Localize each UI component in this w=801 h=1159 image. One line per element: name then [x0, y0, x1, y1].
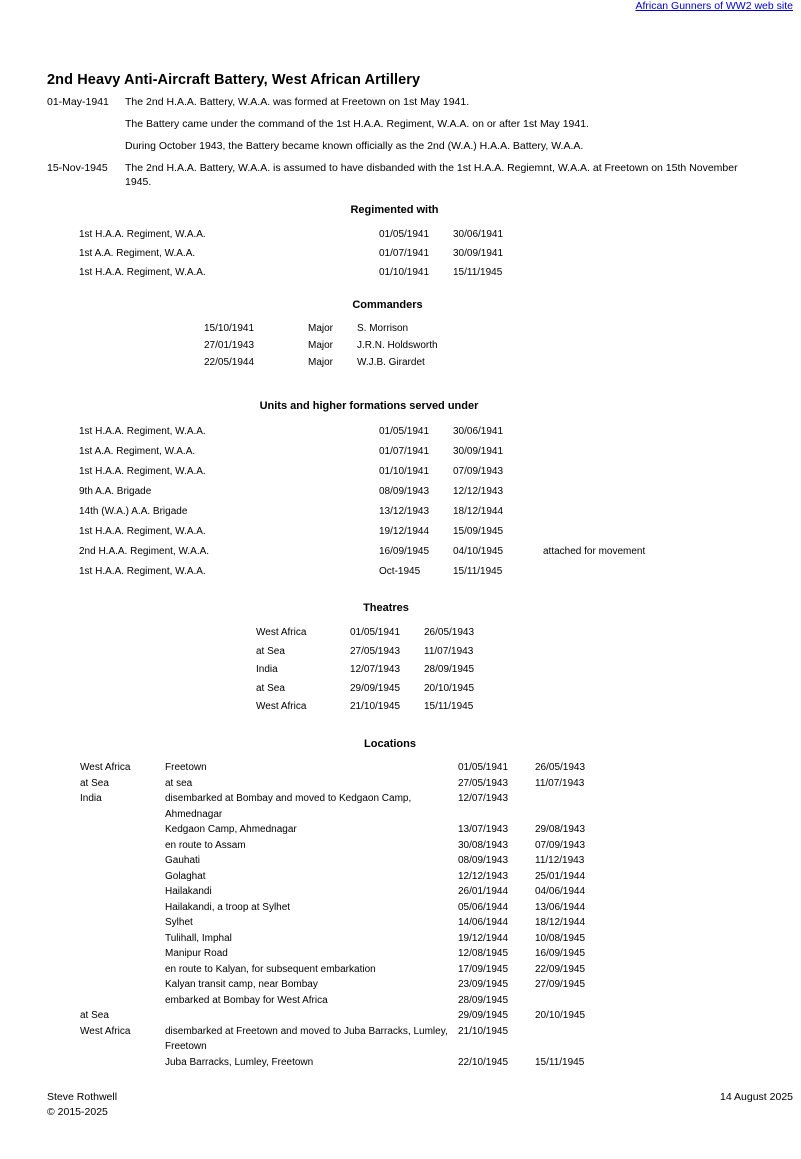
- location-theatre: at Sea: [80, 1010, 109, 1021]
- commander-rank: Major: [308, 340, 334, 351]
- unit-served-under-row: [79, 502, 801, 522]
- unit-served-under-row: [79, 422, 801, 442]
- location-row: [80, 776, 801, 792]
- history-entry-date: 15-Nov-1945: [47, 162, 108, 174]
- theatre-row: [256, 661, 801, 680]
- location-from-date: 08/09/1943: [458, 855, 509, 866]
- history-entry-note: During October 1943, the Battery became known officially as the 2nd (W.A.) H.A.A. Battery, W.A.A.: [125, 140, 584, 152]
- top-bar: [0, 0, 801, 16]
- commander-rank: Major: [308, 323, 334, 334]
- location-place: Kalyan transit camp, near Bombay: [165, 979, 318, 990]
- history-entry-text: The 2nd H.A.A. Battery, W.A.A. is assumed to have disbanded with the 1st H.A.A. Regiemnt, W.A.A. at Freetown on 15th November 1945.: [125, 162, 738, 188]
- theatre-from-date: 01/05/1941: [350, 627, 401, 638]
- footer-copyright: © 2015-2025: [47, 1106, 108, 1118]
- location-from-date: 17/09/1945: [458, 963, 509, 975]
- location-place: en route to Kalyan, for subsequent embarkation: [165, 963, 376, 975]
- unit-to-date: 12/12/1943: [453, 486, 504, 497]
- location-from-date: 12/08/1945: [458, 948, 509, 959]
- theatre-from-date: 21/10/1945: [350, 701, 401, 713]
- commanders-heading: Commanders: [352, 299, 423, 311]
- theatre-to-date: 26/05/1943: [424, 627, 475, 638]
- regimented-with-section: [0, 204, 801, 282]
- unit-formation-name: 2nd H.A.A. Regiment, W.A.A.: [79, 546, 210, 557]
- units-served-under-section: [0, 400, 801, 582]
- location-place: Tulihall, Imphal: [165, 932, 232, 944]
- location-to-date: 04/06/1944: [535, 886, 586, 897]
- location-place: disembarked at Bombay and moved to Kedgaon Camp, Ahmednagar: [165, 793, 412, 820]
- theatres-heading: Theatres: [363, 602, 409, 614]
- location-to-date: 15/11/1945: [535, 1056, 585, 1068]
- location-from-date: 28/09/1945: [458, 994, 509, 1006]
- location-to-date: 16/09/1945: [535, 948, 586, 959]
- unit-from-date: 01/10/1941: [379, 466, 430, 477]
- regimented-from-date: 01/10/1941: [379, 267, 430, 278]
- history-entry-text: The 2nd H.A.A. Battery, W.A.A. was formed at Freetown on 1st May 1941.: [125, 96, 470, 108]
- location-to-date: 07/09/1943: [535, 839, 586, 851]
- commander-start-date: 27/01/1943: [204, 340, 255, 351]
- location-to-date: 25/01/1944: [535, 870, 586, 882]
- footer-date: 14 August 2025: [720, 1091, 793, 1103]
- theatre-name: West Africa: [256, 627, 307, 638]
- regimented-to-date: 15/11/1945: [453, 267, 503, 278]
- location-row: [80, 760, 801, 776]
- commander-start-date: 15/10/1941: [204, 323, 255, 334]
- location-from-date: 22/10/1945: [458, 1056, 509, 1068]
- location-row: [80, 915, 801, 931]
- unit-formation-name: 1st H.A.A. Regiment, W.A.A.: [79, 466, 206, 477]
- location-to-date: 11/12/1943: [535, 855, 585, 866]
- commander-name: W.J.B. Girardet: [357, 357, 425, 368]
- footer-author: Steve Rothwell: [47, 1091, 118, 1103]
- theatre-row: [256, 680, 801, 699]
- location-row: [80, 962, 801, 978]
- location-row: [80, 853, 801, 869]
- african-gunners-website-link[interactable]: African Gunners of WW2 web site: [635, 0, 793, 12]
- location-place: at sea: [165, 777, 193, 789]
- theatre-to-date: 11/07/1943: [424, 645, 474, 657]
- location-theatre: India: [80, 793, 102, 804]
- commander-row: [204, 354, 801, 371]
- location-to-date: 13/06/1944: [535, 901, 586, 913]
- location-place: Kedgaon Camp, Ahmednagar: [165, 824, 297, 835]
- location-from-date: 26/01/1944: [458, 886, 509, 897]
- unit-served-under-row: [79, 442, 801, 462]
- unit-served-under-row: [79, 542, 801, 562]
- location-from-date: 19/12/1944: [458, 932, 509, 944]
- location-to-date: 22/09/1945: [535, 963, 586, 975]
- commander-name: J.R.N. Holdsworth: [357, 340, 438, 351]
- location-place: Hailakandi: [165, 886, 212, 897]
- theatre-to-date: 15/11/1945: [424, 701, 474, 713]
- location-to-date: 11/07/1943: [535, 777, 585, 789]
- location-from-date: 27/05/1943: [458, 777, 509, 789]
- theatre-row: [256, 643, 801, 662]
- units-served-under-heading: Units and higher formations served under: [259, 400, 479, 412]
- location-from-date: 12/07/1943: [458, 793, 509, 804]
- location-place: disembarked at Freetown and moved to Juba Barracks, Lumley, Freetown: [165, 1025, 448, 1052]
- location-place: Hailakandi, a troop at Sylhet: [165, 901, 291, 913]
- location-row: [80, 791, 801, 822]
- unit-from-date: 01/05/1941: [379, 426, 430, 437]
- unit-formation-name: 1st H.A.A. Regiment, W.A.A.: [79, 526, 206, 537]
- unit-from-date: 16/09/1945: [379, 546, 430, 557]
- location-to-date: 29/08/1943: [535, 824, 586, 835]
- location-row: [80, 1008, 801, 1024]
- location-theatre: at Sea: [80, 777, 109, 789]
- location-row: [80, 900, 801, 916]
- location-place: Freetown: [165, 762, 207, 773]
- location-place: embarked at Bombay for West Africa: [165, 994, 328, 1006]
- theatre-from-date: 27/05/1943: [350, 645, 401, 657]
- location-row: [80, 838, 801, 854]
- history-entry-date: 01-May-1941: [47, 96, 109, 108]
- regimented-from-date: 01/07/1941: [379, 248, 430, 259]
- location-from-date: 23/09/1945: [458, 979, 509, 990]
- theatre-name: at Sea: [256, 645, 285, 657]
- history-entry: [47, 95, 762, 109]
- location-from-date: 05/06/1944: [458, 901, 509, 913]
- location-row: [80, 993, 801, 1009]
- locations-rows: [0, 760, 801, 1070]
- location-to-date: 18/12/1944: [535, 917, 586, 928]
- theatre-name: at Sea: [256, 682, 285, 694]
- unit-from-date: 01/07/1941: [379, 446, 430, 457]
- theatre-name: West Africa: [256, 701, 307, 713]
- unit-to-date: 15/09/1945: [453, 526, 504, 537]
- unit-to-date: 15/11/1945: [453, 566, 503, 577]
- location-row: [80, 931, 801, 947]
- unit-from-date: 08/09/1943: [379, 486, 430, 497]
- commanders-section: [0, 299, 801, 371]
- unit-to-date: 18/12/1944: [453, 506, 504, 517]
- location-to-date: 27/09/1945: [535, 979, 586, 990]
- location-from-date: 13/07/1943: [458, 824, 509, 835]
- location-row: [80, 869, 801, 885]
- regimented-from-date: 01/05/1941: [379, 229, 430, 240]
- theatre-from-date: 12/07/1943: [350, 664, 401, 676]
- locations-section: [0, 738, 801, 1070]
- unit-formation-name: 1st H.A.A. Regiment, W.A.A.: [79, 426, 206, 437]
- location-from-date: 30/08/1943: [458, 839, 509, 851]
- unit-served-under-row: [79, 482, 801, 502]
- regimented-with-row: [79, 244, 801, 263]
- units-served-under-rows: [0, 422, 801, 582]
- regimented-with-heading: Regimented with: [350, 204, 439, 216]
- locations-heading: Locations: [364, 738, 416, 750]
- location-from-date: 01/05/1941: [458, 762, 509, 773]
- commanders-rows: [0, 320, 801, 371]
- theatre-row: [256, 624, 801, 643]
- location-row: [80, 977, 801, 993]
- history-entry: [47, 161, 762, 189]
- unit-to-date: 04/10/1945: [453, 546, 504, 557]
- theatres-rows: [0, 624, 801, 717]
- location-row: [80, 946, 801, 962]
- unit-served-under-row: [79, 522, 801, 542]
- location-from-date: 29/09/1945: [458, 1010, 509, 1021]
- location-from-date: 12/12/1943: [458, 870, 509, 882]
- unit-served-under-row: [79, 462, 801, 482]
- unit-to-date: 30/06/1941: [453, 426, 504, 437]
- theatres-section: [0, 602, 801, 717]
- location-place: Sylhet: [165, 917, 193, 928]
- history-entry-note: The Battery came under the command of the 1st H.A.A. Regiment, W.A.A. on or after 1st May 1941.: [125, 118, 589, 130]
- location-place: Manipur Road: [165, 948, 228, 959]
- location-theatre: West Africa: [80, 1025, 131, 1037]
- regimented-with-row: [79, 225, 801, 244]
- commander-name: S. Morrison: [357, 323, 409, 334]
- location-row: [80, 1024, 801, 1055]
- page-footer: [47, 1090, 793, 1120]
- unit-from-date: 19/12/1944: [379, 526, 430, 537]
- location-from-date: 14/06/1944: [458, 917, 509, 928]
- unit-served-under-row: [79, 562, 801, 582]
- commander-row: [204, 320, 801, 337]
- location-to-date: 20/10/1945: [535, 1010, 586, 1021]
- unit-formation-name: 1st H.A.A. Regiment, W.A.A.: [79, 566, 206, 577]
- theatre-from-date: 29/09/1945: [350, 682, 401, 694]
- theatre-to-date: 20/10/1945: [424, 682, 475, 694]
- commander-rank: Major: [308, 357, 334, 368]
- regimented-unit-name: 1st A.A. Regiment, W.A.A.: [79, 248, 196, 259]
- regimented-to-date: 30/06/1941: [453, 229, 504, 240]
- regimented-unit-name: 1st H.A.A. Regiment, W.A.A.: [79, 267, 206, 278]
- location-place: Golaghat: [165, 870, 206, 882]
- regimented-to-date: 30/09/1941: [453, 248, 504, 259]
- location-place: Juba Barracks, Lumley, Freetown: [165, 1056, 314, 1068]
- theatre-to-date: 28/09/1945: [424, 664, 475, 676]
- commander-start-date: 22/05/1944: [204, 357, 255, 368]
- location-from-date: 21/10/1945: [458, 1025, 509, 1037]
- unit-formation-name: 1st A.A. Regiment, W.A.A.: [79, 446, 196, 457]
- location-row: [80, 884, 801, 900]
- regimented-with-rows: [0, 225, 801, 282]
- unit-formation-name: 9th A.A. Brigade: [79, 486, 152, 497]
- commander-row: [204, 337, 801, 354]
- unit-from-date: Oct-1945: [379, 566, 421, 577]
- location-theatre: West Africa: [80, 762, 131, 773]
- location-place: en route to Assam: [165, 839, 246, 851]
- unit-note: attached for movement: [543, 546, 646, 557]
- location-place: Gauhati: [165, 855, 201, 866]
- unit-from-date: 13/12/1943: [379, 506, 430, 517]
- page-title: 2nd Heavy Anti-Aircraft Battery, West African Artillery: [47, 71, 421, 88]
- history-section: [47, 95, 762, 197]
- theatre-name: India: [256, 664, 278, 676]
- regimented-unit-name: 1st H.A.A. Regiment, W.A.A.: [79, 229, 206, 240]
- location-to-date: 26/05/1943: [535, 762, 586, 773]
- location-row: [80, 822, 801, 838]
- unit-to-date: 07/09/1943: [453, 466, 504, 477]
- unit-to-date: 30/09/1941: [453, 446, 504, 457]
- theatre-row: [256, 698, 801, 717]
- location-to-date: 10/08/1945: [535, 932, 586, 944]
- regimented-with-row: [79, 263, 801, 282]
- location-row: [80, 1055, 801, 1071]
- unit-formation-name: 14th (W.A.) A.A. Brigade: [79, 506, 188, 517]
